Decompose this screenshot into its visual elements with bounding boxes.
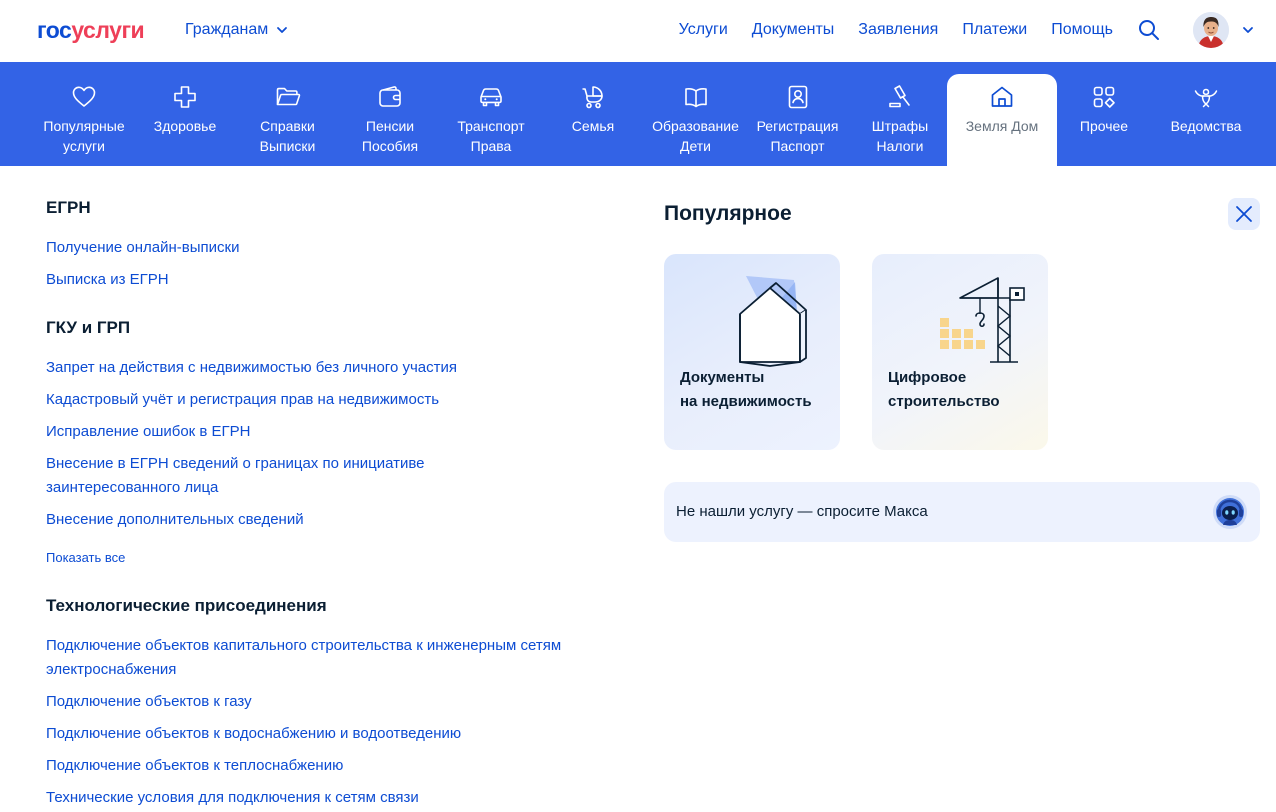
gosuslugi-logo[interactable] [37, 16, 144, 44]
emblem-icon [1193, 84, 1219, 110]
service-link[interactable]: Подключение объектов к теплоснабжению [46, 757, 344, 774]
user-avatar[interactable] [1193, 12, 1229, 48]
category-fines[interactable] [855, 74, 945, 166]
category-health[interactable] [140, 74, 230, 166]
nav-payments-link[interactable]: Платежи [962, 21, 1028, 38]
section-title-egrn: ЕГРН [46, 198, 91, 217]
service-link[interactable]: Получение онлайн-выписки [46, 239, 240, 256]
service-link[interactable]: Исправление ошибок в ЕГРН [46, 423, 251, 440]
service-list [46, 196, 586, 810]
gavel-icon [887, 84, 913, 110]
nav-help-link[interactable]: Помощь [1051, 21, 1113, 38]
account-chevron-down-icon[interactable] [1242, 24, 1254, 36]
category-label: Семья [571, 118, 615, 134]
service-link[interactable]: Подключение объектов к водоснабжению и водоотведению [46, 725, 462, 742]
card-label: Цифровое строительство [888, 369, 1000, 410]
show-all-link[interactable]: Показать все [46, 550, 126, 565]
category-label: Транспорт Права [457, 118, 525, 154]
nav-services-link[interactable]: Услуги [678, 21, 728, 38]
service-link[interactable]: Внесение в ЕГРН сведений о границах по инициативе заинтересованного лица [46, 455, 425, 496]
category-label: Справки Выписки [259, 118, 316, 154]
chevron-down-icon [276, 24, 288, 36]
nav-applications-link[interactable]: Заявления [858, 21, 939, 38]
grid-icon [1091, 84, 1117, 110]
section-title-tech: Технологические присоединения [46, 596, 327, 615]
service-link[interactable]: Кадастровый учёт и регистрация прав на недвижимость [46, 391, 440, 408]
category-label: Популярные услуги [43, 118, 125, 154]
audience-selector[interactable] [185, 19, 288, 41]
medical-cross-icon [172, 84, 198, 110]
house-icon [989, 84, 1015, 110]
max-robot-icon [1213, 495, 1247, 529]
logo-part1: гос [37, 17, 72, 43]
category-registration[interactable] [750, 74, 845, 166]
tech-links [46, 634, 586, 810]
header [0, 0, 1276, 62]
category-label: Ведомства [1170, 118, 1242, 134]
ask-max-text: Не нашли услугу — спросите Макса [676, 503, 928, 520]
category-transport[interactable] [442, 74, 540, 166]
category-label: Здоровье [153, 118, 217, 134]
category-family[interactable] [553, 74, 633, 166]
category-label: Пенсии Пособия [361, 118, 419, 154]
category-label: Земля Дом [965, 118, 1039, 134]
category-label: Регистрация Паспорт [756, 118, 839, 154]
service-link[interactable]: Подключение объектов к газу [46, 693, 252, 710]
service-link[interactable]: Технические условия для подключения к сетям связи [46, 789, 419, 806]
category-label: Прочее [1079, 118, 1129, 134]
popular-title: Популярное [664, 202, 792, 225]
popular-card-digital-construction[interactable] [872, 254, 1048, 450]
top-nav [679, 19, 1113, 41]
crane-illustration [932, 270, 1032, 370]
house-illustration [724, 270, 824, 370]
service-link[interactable]: Выписка из ЕГРН [46, 271, 169, 288]
category-bar [0, 62, 1276, 166]
avatar-icon [1193, 12, 1229, 48]
book-icon [683, 84, 709, 110]
stroller-icon [580, 84, 606, 110]
search-icon[interactable] [1137, 18, 1161, 42]
service-link[interactable]: Подключение объектов капитального строительства к инженерным сетям электроснабжения [46, 637, 562, 678]
folder-icon [275, 84, 301, 110]
category-label: Штрафы Налоги [871, 118, 929, 154]
wallet-icon [377, 84, 403, 110]
close-button[interactable] [1228, 198, 1260, 230]
category-popular[interactable] [33, 74, 135, 166]
card-label: Документы на недвижимость [680, 369, 812, 410]
category-land-house[interactable] [947, 74, 1057, 166]
ask-max-banner[interactable] [664, 482, 1260, 542]
category-agencies[interactable] [1160, 74, 1252, 166]
car-icon [478, 84, 504, 110]
passport-icon [785, 84, 811, 110]
audience-label: Гражданам [185, 21, 269, 38]
close-icon [1234, 204, 1254, 224]
service-link[interactable]: Запрет на действия с недвижимостью без личного участия [46, 359, 457, 376]
service-link[interactable]: Внесение дополнительных сведений [46, 511, 304, 528]
category-pensions[interactable] [345, 74, 435, 166]
popular-card-real-estate-docs[interactable] [664, 254, 840, 450]
section-title-gku: ГКУ и ГРП [46, 318, 131, 337]
category-certificates[interactable] [240, 74, 335, 166]
egrn-links [46, 236, 586, 292]
category-label: Образование Дети [652, 118, 739, 154]
category-other[interactable] [1064, 74, 1144, 166]
logo-part2: услуги [71, 17, 145, 43]
category-education[interactable] [648, 74, 743, 166]
nav-documents-link[interactable]: Документы [751, 21, 835, 38]
heart-icon [71, 84, 97, 110]
gku-links [46, 356, 586, 532]
